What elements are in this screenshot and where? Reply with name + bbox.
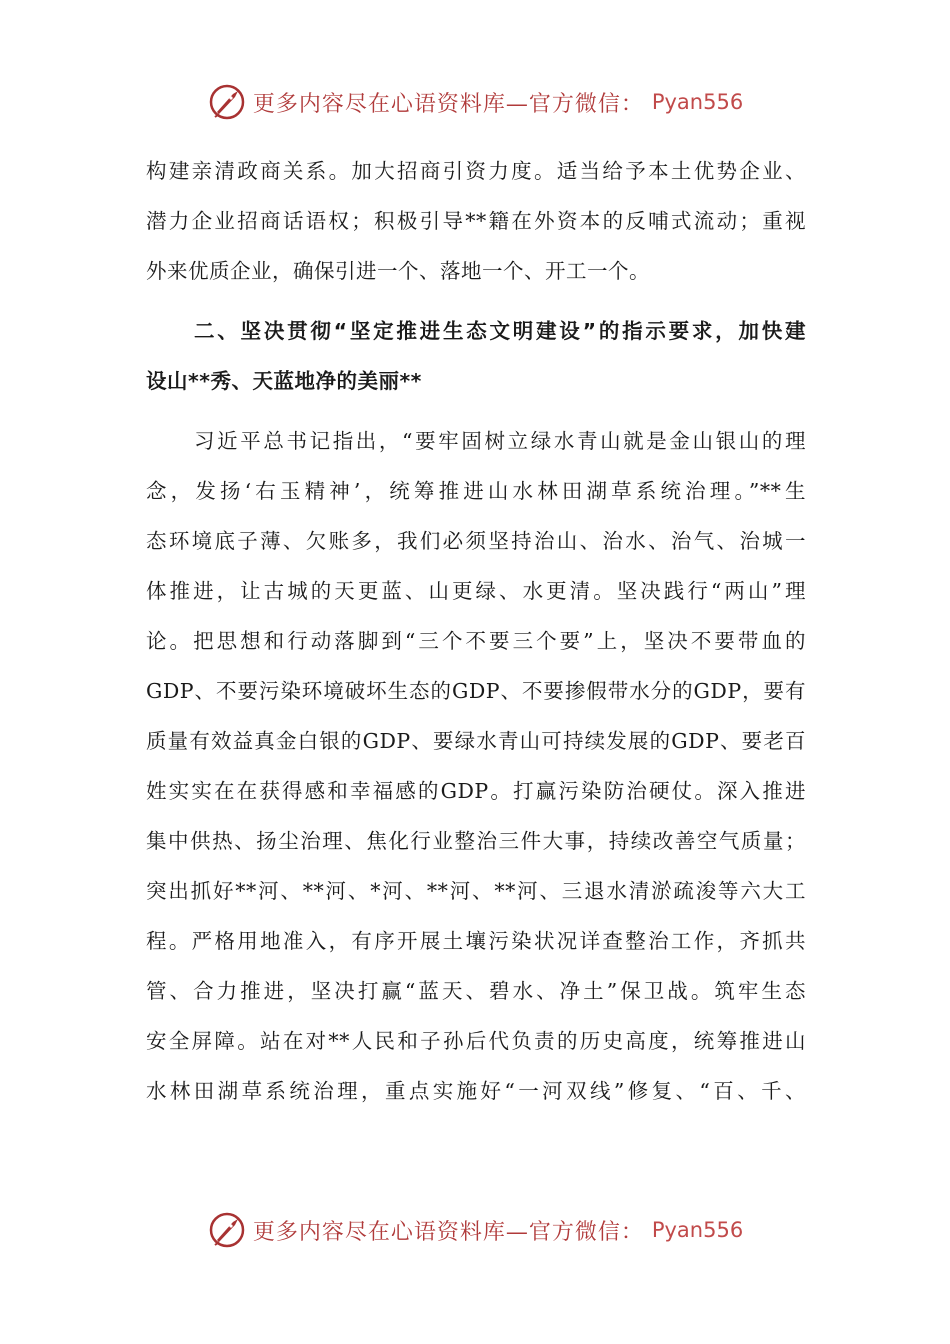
text-line: 习近平总书记指出，“要牢固树立绿水青山就是金山银山的理 [194,429,806,453]
heading-line: 设山**秀、天蓝地净的美丽** [146,369,422,393]
pen-nib-logo-icon [207,82,247,122]
text-line: 水林田湖草系统治理，重点实施好“一河双线”修复、“百、千、 [146,1079,806,1103]
footer-watermark-banner [0,1208,950,1252]
text-line: 集中供热、扬尘治理、焦化行业整治三件大事，持续改善空气质量； [146,829,806,853]
text-line: 构建亲清政商关系。加大招商引资力度。适当给予本土优势企业、 [146,159,806,183]
text-line: 潜力企业招商话语权；积极引导**籍在外资本的反哺式流动；重视 [146,209,806,233]
text-line: 态环境底子薄、欠账多，我们必须坚持治山、治水、治气、治城一 [146,529,806,553]
watermark-slogan: 更多内容尽在心语资料库—官方微信： [252,1219,644,1245]
text-line: 程。严格用地准入，有序开展土壤污染状况详查整治工作，齐抓共 [146,929,806,953]
text-line: 突出抓好**河、**河、*河、**河、**河、三退水清淤疏浚等六大工 [146,879,806,903]
paragraph-2 [146,416,806,1116]
text-line: 安全屏障。站在对**人民和子孙后代负责的历史高度，统筹推进山 [146,1029,806,1053]
pen-nib-logo-icon [207,1210,247,1250]
text-line: 姓实实在在获得感和幸福感的GDP。打赢污染防治硬仗。深入推进 [146,779,806,803]
section-heading [146,306,806,406]
paragraph-1 [146,146,806,296]
text-line: 念，发扬‘右玉精神’，统筹推进山水林田湖草系统治理。”**生 [146,479,806,503]
heading-line: 二、坚决贯彻“坚定推进生态文明建设”的指示要求，加快建 [194,319,806,343]
text-line: GDP、不要污染环境破坏生态的GDP、不要掺假带水分的GDP，要有 [146,679,806,703]
header-watermark-banner [0,80,950,124]
document-body [146,146,806,1116]
watermark-slogan: 更多内容尽在心语资料库—官方微信： [252,91,644,117]
text-line: 外来优质企业，确保引进一个、落地一个、开工一个。 [146,259,650,283]
text-line: 管、合力推进，坚决打赢“蓝天、碧水、净土”保卫战。筑牢生态 [146,979,806,1003]
watermark-wechat-id: Pyan556 [651,90,744,114]
watermark-wechat-id: Pyan556 [651,1218,744,1242]
text-line: 论。把思想和行动落脚到“三个不要三个要”上，坚决不要带血的 [146,629,806,653]
text-line: 体推进，让古城的天更蓝、山更绿、水更清。坚决践行“两山”理 [146,579,806,603]
text-line: 质量有效益真金白银的GDP、要绿水青山可持续发展的GDP、要老百 [146,729,806,753]
